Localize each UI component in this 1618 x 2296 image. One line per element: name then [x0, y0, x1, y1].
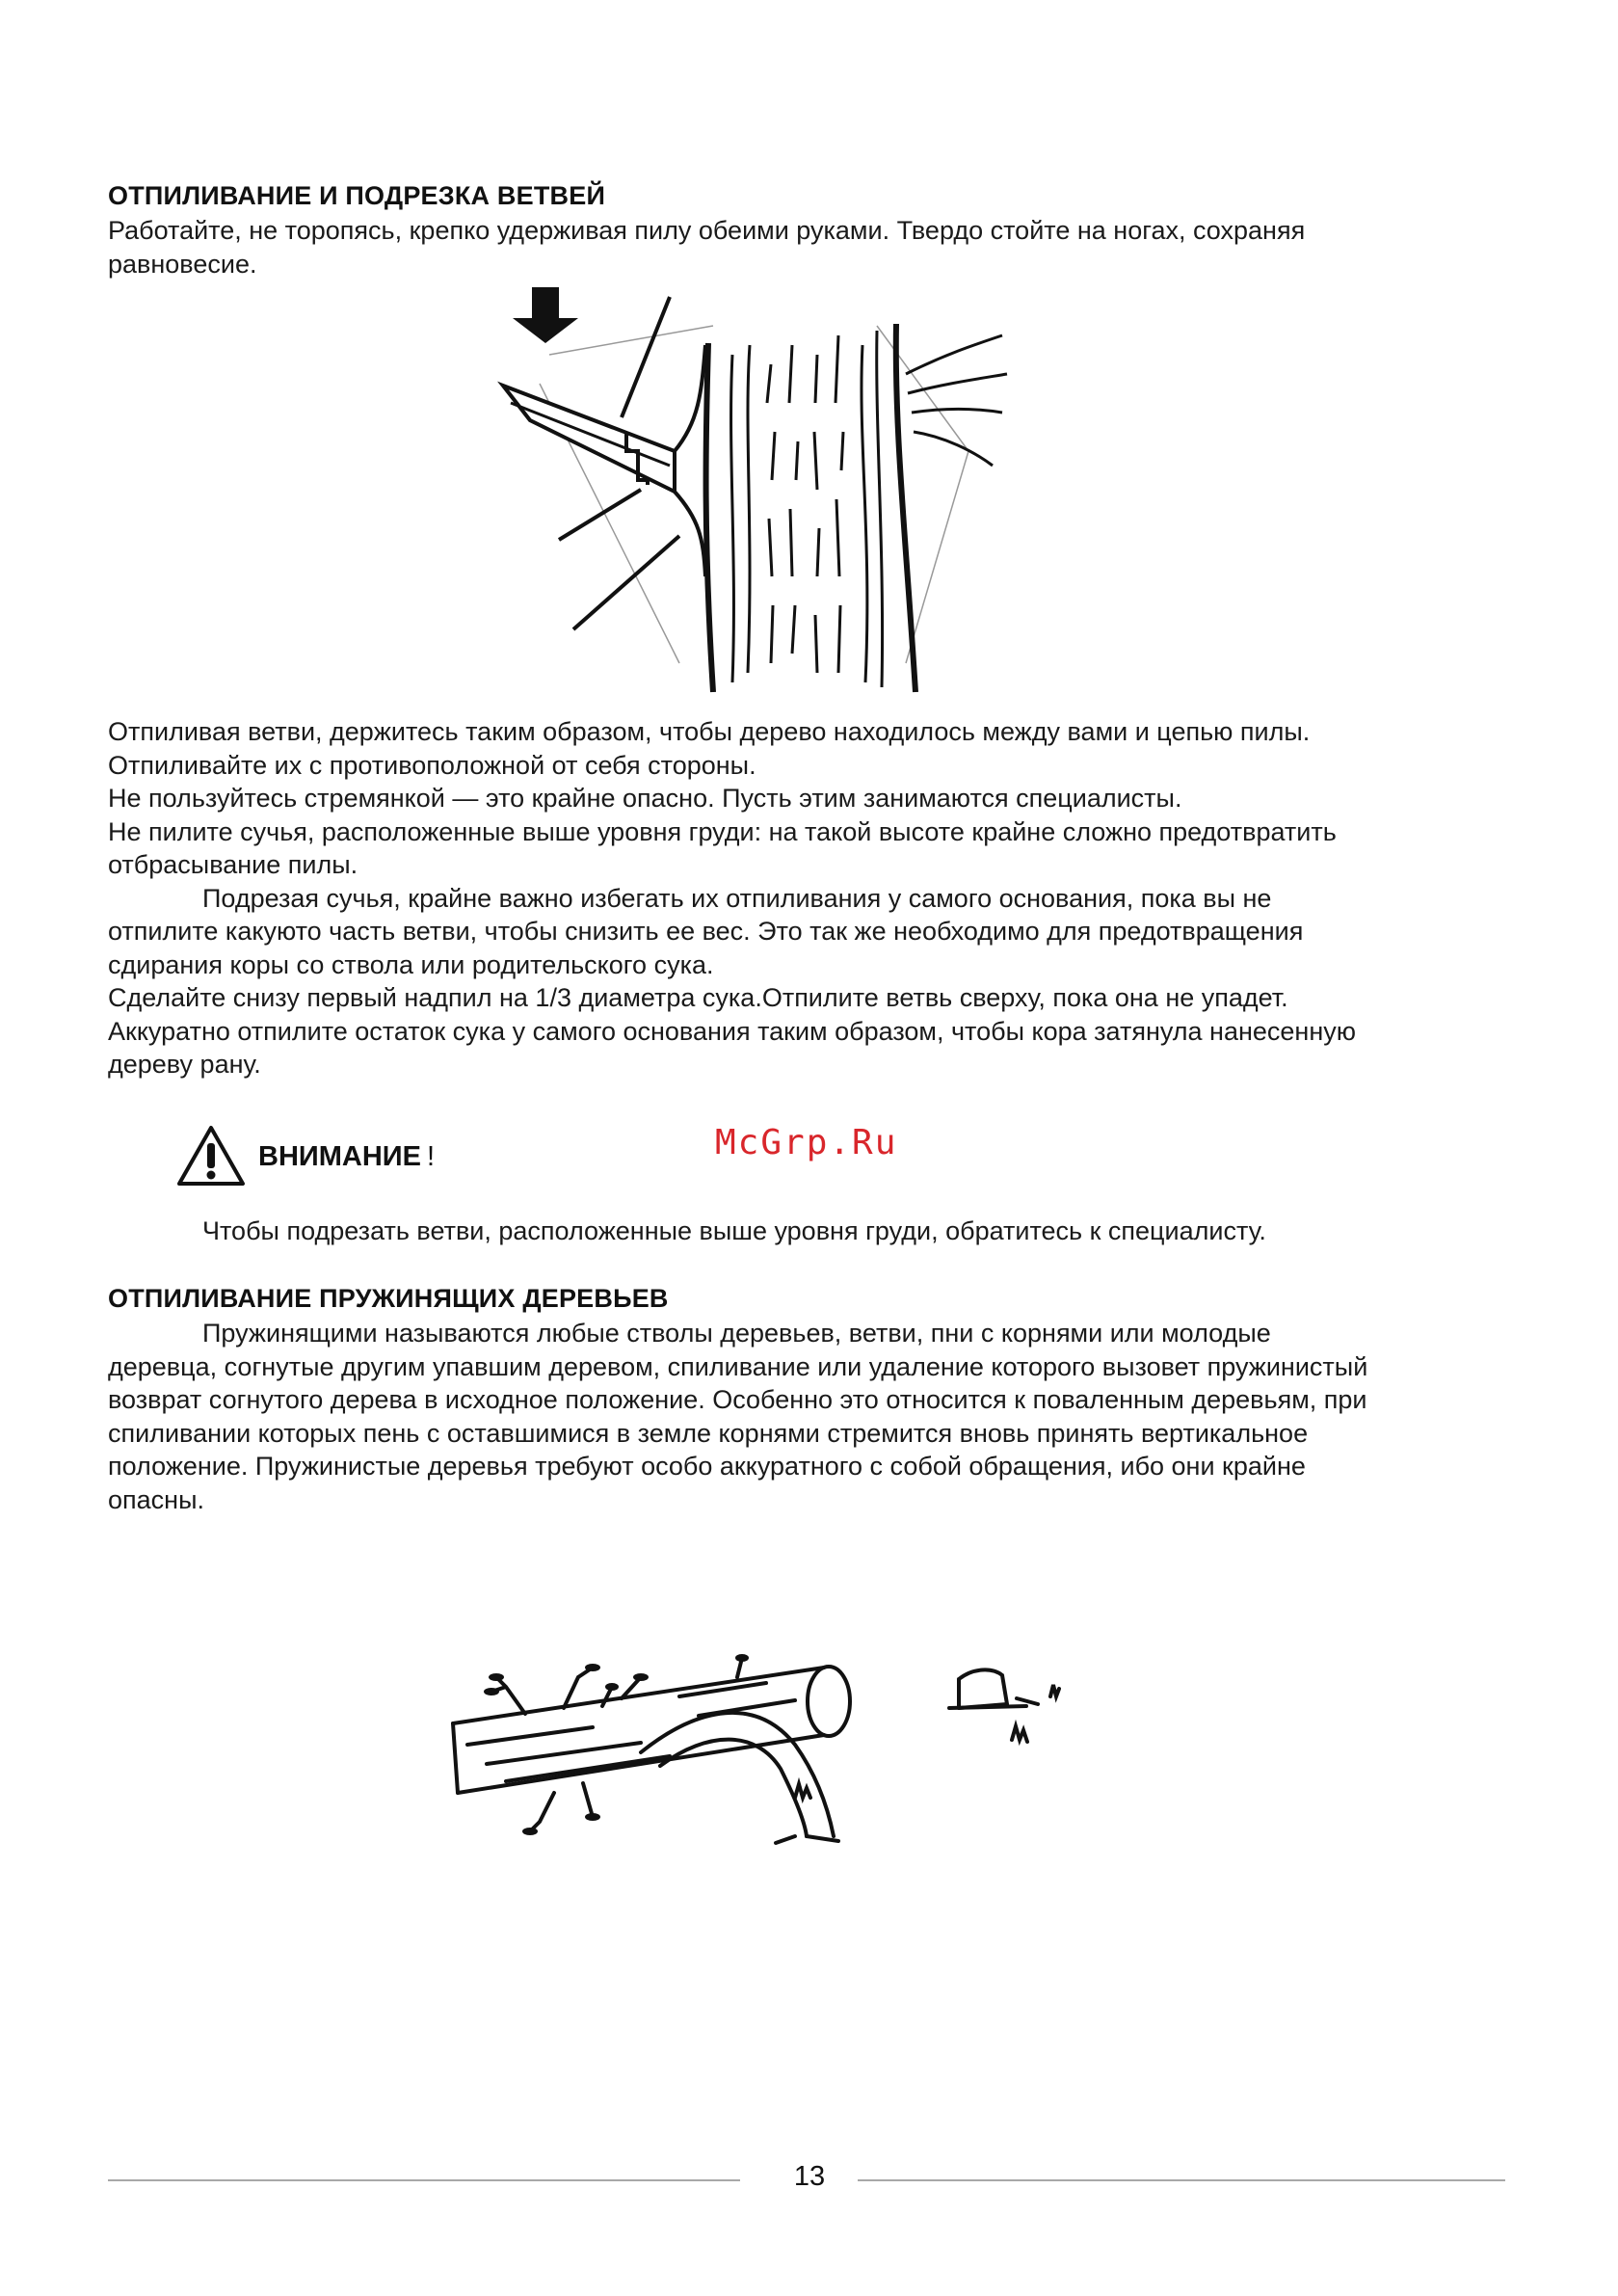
- section-body: [108, 715, 1525, 1081]
- warning-callout: [175, 1118, 435, 1195]
- text-line: деревца, согнутые другим упавшим деревом, спиливание или удаление которого вызовет пружинистый: [108, 1351, 1368, 1381]
- spring-pole-illustration: [448, 1639, 1065, 1851]
- warning-exclamation: !: [426, 1140, 436, 1172]
- text-line: Не пользуйтесь стремянкой — это крайне опасно. Пусть этим занимаются специалисты.: [108, 784, 1182, 813]
- text-line: Пружинящими называются любые стволы деревьев, ветви, пни с корнями или молодые: [202, 1319, 1271, 1348]
- section-intro: [108, 214, 1525, 280]
- warning-text: Чтобы подрезать ветви, расположенные выше уровня груди, обратитесь к специалисту.: [202, 1216, 1266, 1245]
- section-heading-spring-trees: ОТПИЛИВАНИЕ ПРУЖИНЯЩИХ ДЕРЕВЬЕВ: [108, 1284, 669, 1313]
- branch-cutting-illustration: [491, 287, 1012, 702]
- warning-label: ВНИМАНИЕ: [258, 1140, 421, 1172]
- page-number: 13: [793, 2161, 826, 2192]
- text-line: равновесие.: [108, 249, 257, 279]
- text-line: Сделайте снизу первый надпил на 1/3 диаметра сука.Отпилите ветвь сверху, пока она не упадет.: [108, 983, 1288, 1012]
- text-line: Подрезая сучья, крайне важно избегать их отпиливания у самого основания, пока вы не: [202, 883, 1272, 913]
- watermark: McGrp.Ru: [715, 1123, 898, 1162]
- text-line: Отпиливайте их с противоположной от себя стороны.: [108, 750, 756, 780]
- text-line: опасны.: [108, 1484, 204, 1514]
- warning-triangle-icon: [175, 1124, 247, 1189]
- text-line: отбрасывание пилы.: [108, 850, 358, 879]
- text-line: спиливании которых пень с оставшимися в земле корнями стремится вновь принять вертикальное: [108, 1418, 1309, 1448]
- text-line: возврат согнутого дерева в исходное положение. Особенно это относится к поваленным деревьям, при: [108, 1385, 1367, 1414]
- text-line: Не пилите сучья, расположенные выше уровня груди: на такой высоте крайне сложно предотвратить: [108, 816, 1337, 846]
- footer-rule-right: [858, 2179, 1505, 2181]
- section-heading-pruning: ОТПИЛИВАНИЕ И ПОДРЕЗКА ВЕТВЕЙ: [108, 181, 606, 210]
- text-line: сдирания коры со ствола или родительского сука.: [108, 949, 714, 979]
- text-line: дереву рану.: [108, 1050, 261, 1079]
- section2-body: [108, 1317, 1525, 1516]
- text-line: положение. Пружинистые деревья требуют особо аккуратного с собой обращения, ибо они крайне: [108, 1452, 1306, 1481]
- text-line: отпилите какуюто часть ветви, чтобы снизить ее вес. Это так же необходимо для предотвращения: [108, 917, 1304, 946]
- footer-rule-left: [108, 2179, 740, 2181]
- text-line: Аккуратно отпилите остаток сука у самого основания таким образом, чтобы кора затянула нанесенную: [108, 1016, 1356, 1046]
- text-line: Работайте, не торопясь, крепко удерживая пилу обеими руками. Твердо стойте на ногах, сохраняя: [108, 216, 1306, 245]
- text-line: Отпиливая ветви, держитесь таким образом, чтобы дерево находилось между вами и цепью пилы.: [108, 717, 1311, 746]
